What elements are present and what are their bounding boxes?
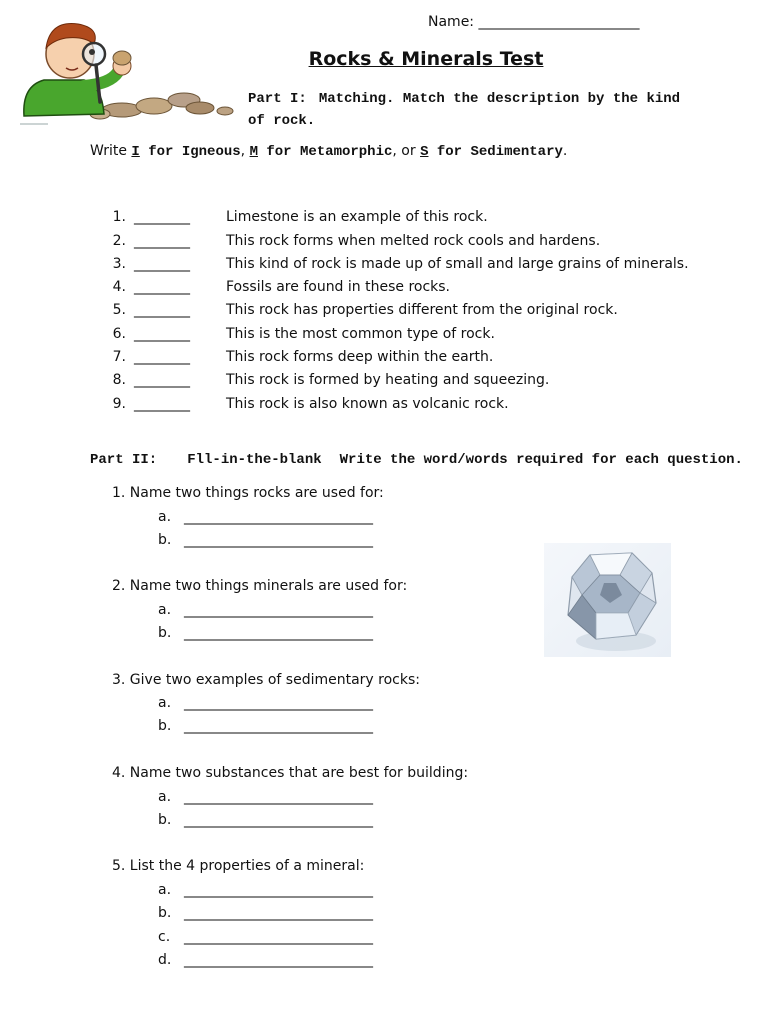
answer-option [158, 952, 373, 968]
item-number: 9. [112, 396, 126, 412]
matching-item [100, 393, 509, 415]
question-text: 2. Name two things minerals are used for: [112, 578, 408, 594]
instr-sedimentary-letter: S [420, 144, 429, 160]
answer-blank: ________ [134, 209, 190, 225]
instr-end: . [562, 143, 568, 159]
question-text: 1. Name two things rocks are used for: [112, 485, 384, 501]
matching-item [100, 369, 549, 391]
item-text: This rock is formed by heating and squeezing. [226, 372, 550, 388]
answer-blank: ________ [134, 326, 190, 342]
option-letter: b. [158, 812, 172, 828]
answer-option [158, 789, 373, 805]
answer-blank: ________ [134, 396, 190, 412]
answer-blank: ________ [134, 279, 190, 295]
answer-blank: ________ [134, 233, 190, 249]
instr-sedimentary: for Sedimentary [428, 144, 563, 160]
option-blank: ___________________________ [184, 532, 373, 548]
item-text: This rock is also known as volcanic rock. [226, 396, 509, 412]
answer-blank: ________ [134, 302, 190, 318]
option-letter: a. [158, 789, 172, 805]
option-blank: ___________________________ [184, 602, 373, 618]
answer-option [158, 532, 373, 548]
item-text: Fossils are found in these rocks. [226, 279, 451, 295]
option-blank: ___________________________ [184, 929, 373, 945]
item-number: 8. [112, 372, 126, 388]
option-letter: b. [158, 625, 172, 641]
kid-magnifier-clipart [14, 14, 236, 126]
answer-option [158, 718, 373, 734]
item-number: 5. [112, 302, 126, 318]
item-text: This rock has properties different from the original rock. [226, 302, 618, 318]
instr-sep2: , or [392, 143, 421, 159]
option-letter: c. [158, 929, 171, 945]
matching-item [100, 346, 493, 368]
part1-heading-text: Matching. Match the description by the kind of rock. [248, 91, 681, 129]
instr-igneous: for Igneous [139, 144, 241, 160]
option-blank: ___________________________ [184, 625, 373, 641]
answer-option [158, 509, 373, 525]
answer-option [158, 812, 373, 828]
item-text: This kind of rock is made up of small and large grains of minerals. [226, 256, 689, 272]
instr-metamorphic-letter: M [249, 144, 258, 160]
option-blank: ___________________________ [184, 509, 373, 525]
option-letter: a. [158, 882, 172, 898]
option-blank: ___________________________ [184, 882, 373, 898]
name-label: Name: [428, 14, 475, 30]
matching-item [100, 299, 618, 321]
option-letter: b. [158, 532, 172, 548]
name-blank: _______________________ [478, 14, 640, 30]
diamond-photo [544, 543, 671, 657]
option-letter: a. [158, 509, 172, 525]
answer-option [158, 625, 373, 641]
option-blank: ___________________________ [184, 905, 373, 921]
item-number: 2. [112, 233, 126, 249]
item-number: 7. [112, 349, 126, 365]
option-blank: ___________________________ [184, 812, 373, 828]
answer-option [158, 695, 373, 711]
part2-heading-text: Write the word/words required for each question. [339, 452, 743, 468]
option-letter: a. [158, 695, 172, 711]
part1-instructions [90, 143, 567, 160]
page-title: Rocks & Minerals Test [308, 48, 544, 70]
option-letter: d. [158, 952, 172, 968]
option-blank: ___________________________ [184, 718, 373, 734]
answer-blank: ________ [134, 256, 190, 272]
name-field [428, 14, 639, 30]
item-number: 3. [112, 256, 126, 272]
answer-blank: ________ [134, 372, 190, 388]
part2-label2: Fll-in-the-blank [187, 452, 322, 468]
answer-blank: ________ [134, 349, 190, 365]
item-text: This is the most common type of rock. [226, 326, 495, 342]
item-number: 6. [112, 326, 126, 342]
instr-metamorphic: for Metamorphic [257, 144, 393, 160]
answer-option [158, 882, 373, 898]
question-text: 5. List the 4 properties of a mineral: [112, 858, 365, 874]
instr-sep1: , [240, 143, 250, 159]
matching-item [100, 323, 495, 345]
question-text: 4. Name two substances that are best for building: [112, 765, 469, 781]
instr-igneous-letter: I [131, 144, 140, 160]
option-letter: b. [158, 905, 172, 921]
option-letter: a. [158, 602, 172, 618]
diamond-icon [544, 543, 671, 657]
matching-item [100, 276, 450, 298]
item-text: Limestone is an example of this rock. [226, 209, 488, 225]
item-text: This rock forms when melted rock cools and hardens. [226, 233, 601, 249]
part1-heading [248, 88, 688, 132]
part2-heading [90, 452, 743, 468]
item-number: 4. [112, 279, 126, 295]
matching-item [100, 206, 488, 228]
question-text: 3. Give two examples of sedimentary rocks: [112, 672, 420, 688]
answer-option [158, 602, 373, 618]
matching-item [100, 253, 689, 275]
instr-write: Write [90, 143, 132, 159]
part1-label: Part I: [248, 91, 307, 107]
part2-label: Part II: [90, 452, 158, 468]
option-blank: ___________________________ [184, 695, 373, 711]
answer-option [158, 929, 373, 945]
matching-item [100, 230, 600, 252]
item-number: 1. [112, 209, 126, 225]
answer-option [158, 905, 373, 921]
item-text: This rock forms deep within the earth. [226, 349, 494, 365]
option-letter: b. [158, 718, 172, 734]
option-blank: ___________________________ [184, 789, 373, 805]
option-blank: ___________________________ [184, 952, 373, 968]
